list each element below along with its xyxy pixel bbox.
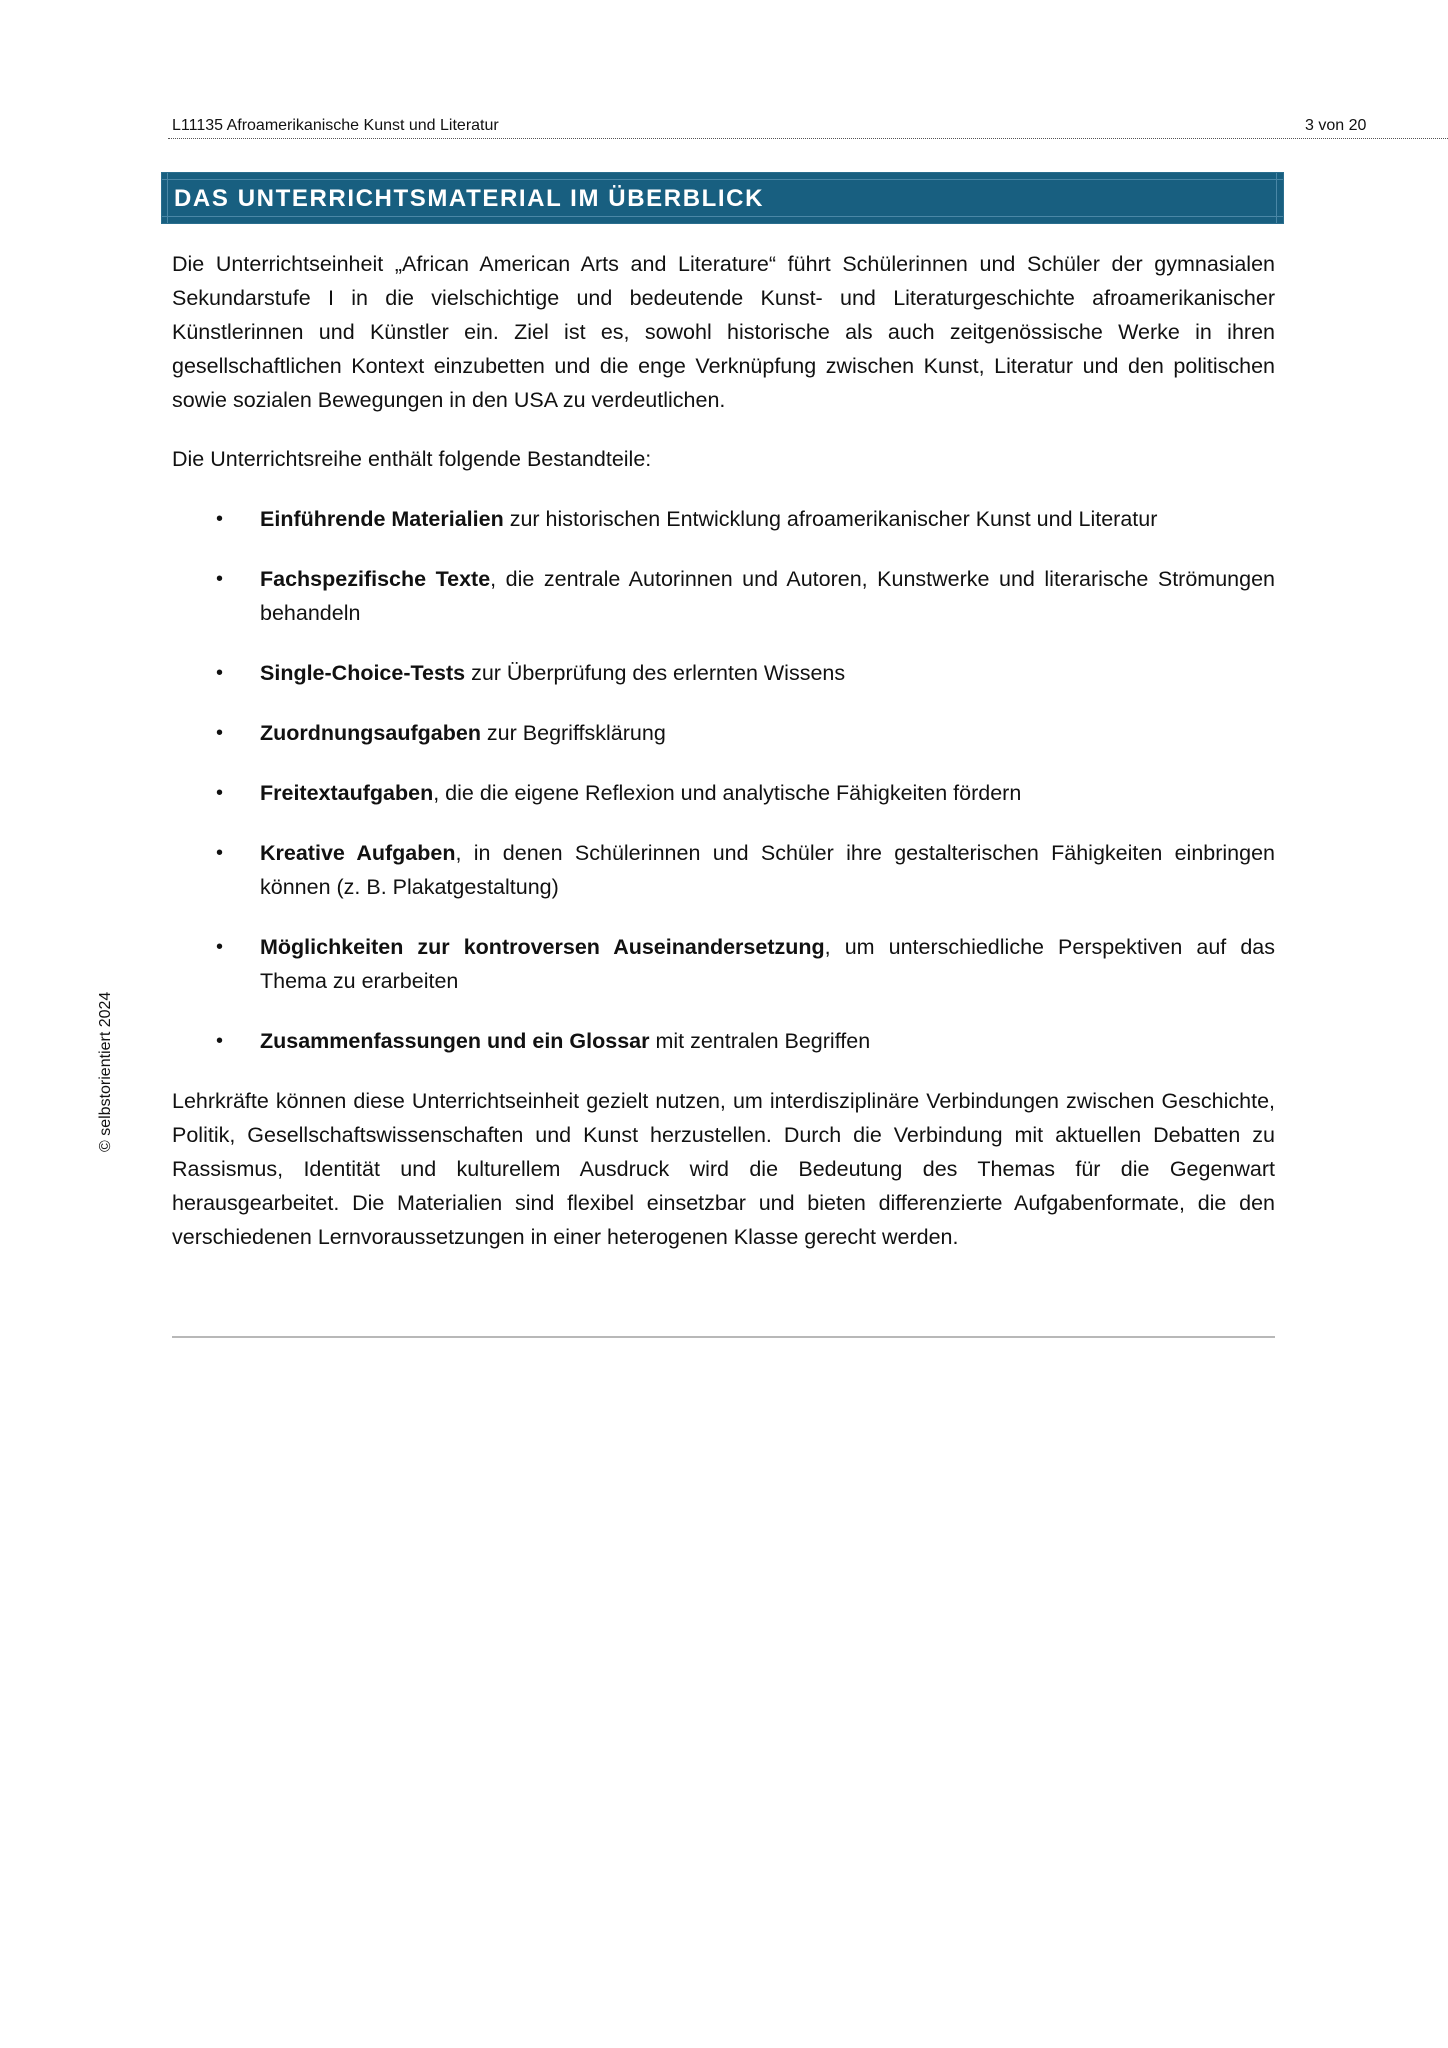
section-heading-band xyxy=(161,172,1284,224)
copyright-notice: © selbstorientiert 2024 xyxy=(97,991,114,1152)
page-number: 3 von 20 xyxy=(1305,117,1367,134)
bullet-icon: • xyxy=(216,842,224,864)
list-item xyxy=(172,1024,1275,1058)
list-item-description: , die zentrale Autorinnen und Autoren, Kunstwerke und literarische Strömungen behandeln xyxy=(260,567,1275,625)
list-item-description: mit zentralen Begriffen xyxy=(649,1029,871,1053)
list-item xyxy=(172,776,1275,810)
list-item-term: Zuordnungsaufgaben xyxy=(260,721,481,745)
list-lead-paragraph: Die Unterrichtsreihe enthält folgende Bestandteile: xyxy=(172,447,652,471)
list-item-description: , in denen Schülerinnen und Schüler ihre gestalterischen Fähigkeiten einbringen können (z. B. Plakatgestaltung) xyxy=(260,841,1275,899)
list-item-term: Einführende Materialien xyxy=(260,507,504,531)
list-item-term: Kreative Aufgaben xyxy=(260,841,456,865)
list-item-description: zur Begriffsklärung xyxy=(480,721,666,745)
list-item xyxy=(172,656,1275,690)
bullet-icon: • xyxy=(216,1030,224,1052)
intro-paragraph: Die Unterrichtseinheit „African American Arts and Literature“ führt Schülerinnen und Schüler der gymnasialen Sekundarstufe I in die vielschichtige und bedeutende Kunst- und Literaturgeschichte afroamerikanischer Künstlerinnen und Künstler ein. Ziel ist es, sowohl historische als auch zeitgenössische Werke in ihren gesellschaftlichen Kontext einzubetten und die enge Verknüpfung zwischen Kunst, Literatur und den politischen sowie sozialen Bewegungen in den USA zu verdeutlichen. xyxy=(172,252,1275,412)
list-item-description: , um unterschiedliche Perspektiven auf das Thema zu erarbeiten xyxy=(260,935,1276,993)
bullet-icon: • xyxy=(216,722,224,744)
section-title: DAS UNTERRICHTSMATERIAL IM ÜBERBLICK xyxy=(174,185,765,212)
page-header xyxy=(168,114,1448,139)
bullet-icon: • xyxy=(216,936,224,958)
list-item xyxy=(172,502,1275,536)
list-item-term: Freitextaufgaben xyxy=(260,781,434,805)
list-item-description: zur historischen Entwicklung afroamerikanischer Kunst und Literatur xyxy=(503,507,1158,531)
section-end-divider xyxy=(172,1336,1275,1338)
main-content xyxy=(172,247,1275,1254)
bullet-icon: • xyxy=(216,568,224,590)
list-item xyxy=(172,836,1275,904)
list-item-term: Zusammenfassungen und ein Glossar xyxy=(260,1029,650,1053)
list-item xyxy=(172,562,1275,630)
list-item xyxy=(172,930,1275,998)
bullet-icon: • xyxy=(216,662,224,684)
outro-paragraph: Lehrkräfte können diese Unterrichtseinheit gezielt nutzen, um interdisziplinäre Verbindungen zwischen Geschichte, Politik, Gesellschaftswissenschaften und Kunst herzustellen. Durch die Verbindung mit aktuellen Debatten zu Rassismus, Identität und kulturellem Ausdruck wird die Bedeutung des Themas für die Gegenwart herausgearbeitet. Die Materialien sind flexibel einsetzbar und bieten differenzierte Aufgabenformate, die den verschiedenen Lernvoraussetzungen in einer heterogenen Klasse gerecht werden. xyxy=(172,1089,1275,1249)
list-item-term: Möglichkeiten zur kontroversen Auseinandersetzung xyxy=(260,935,825,959)
bullet-icon: • xyxy=(216,508,224,530)
list-item xyxy=(172,716,1275,750)
document-title: L11135 Afroamerikanische Kunst und Literatur xyxy=(172,117,499,134)
list-item-term: Fachspezifische Texte xyxy=(260,567,491,591)
components-list xyxy=(172,502,1275,1058)
list-item-description: , die die eigene Reflexion und analytische Fähigkeiten fördern xyxy=(433,781,1022,805)
bullet-icon: • xyxy=(216,782,224,804)
list-item-description: zur Überprüfung des erlernten Wissens xyxy=(465,661,846,685)
list-item-term: Single-Choice-Tests xyxy=(260,661,466,685)
